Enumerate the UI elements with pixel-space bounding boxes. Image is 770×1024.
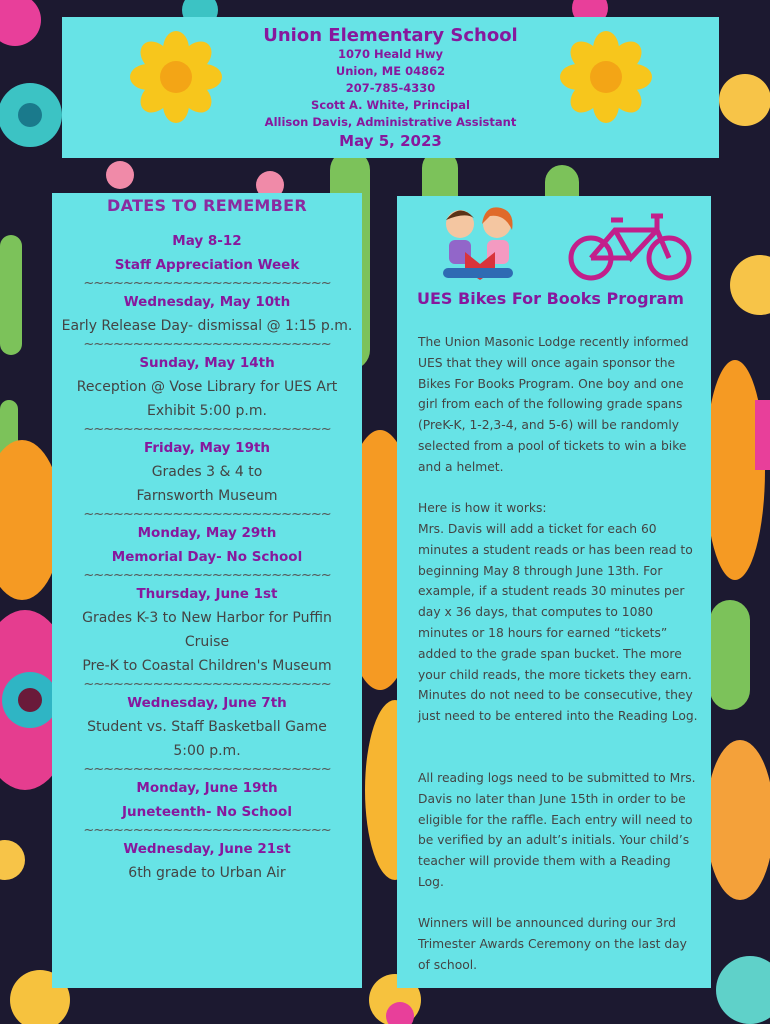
event-item: [52, 691, 362, 763]
program-paragraph-2-heading: Here is how it works:: [418, 501, 547, 515]
dates-panel: [52, 193, 362, 988]
program-paragraph-4: Winners will be announced during our 3rd Trimester Awards Ceremony on the last day of school.: [418, 916, 687, 972]
event-item: [52, 436, 362, 508]
event-description: Exhibit 5:00 p.m.: [147, 403, 267, 419]
event-description: Pre-K to Coastal Children's Museum: [82, 658, 332, 674]
principal-name: Scott A. White, Principal: [311, 98, 470, 112]
event-description: Grades 3 & 4 to: [151, 464, 263, 480]
program-paragraph-3: All reading logs need to be submitted to Mrs. Davis no later than June 15th in order to be eligible for the raffle. Each entry will need to be verified by an adult’s initials. Your child’s teacher will provide them with a Reading Log.: [418, 771, 696, 889]
program-paragraph-1: The Union Masonic Lodge recently informed UES that they will once again sponsor the Bikes For Books Program. One boy and one girl from each of the following grade spans (PreK-K, 1-2,3-4, and 5-6) will be randomly selected from a pool of tickets to win a bike and a helmet.: [418, 335, 689, 474]
event-description: Early Release Day- dismissal @ 1:15 p.m.: [61, 318, 353, 334]
event-date: Monday, June 19th: [136, 780, 278, 796]
program-title: UES Bikes For Books Program: [417, 289, 684, 308]
event-description: 6th grade to Urban Air: [128, 865, 286, 881]
event-separator: ~~~~~~~~~~~~~~~~~~~~~~~~~: [83, 762, 331, 777]
event-date: Wednesday, June 7th: [127, 695, 287, 711]
school-city: Union, ME 04862: [335, 64, 446, 78]
bicycle-icon: [567, 208, 693, 284]
event-description: Reception @ Vose Library for UES Art: [76, 379, 338, 395]
event-separator: ~~~~~~~~~~~~~~~~~~~~~~~~~: [83, 422, 331, 437]
flower-icon: [130, 31, 222, 123]
event-item: [52, 229, 362, 277]
event-description: Grades K-3 to New Harbor for Puffin: [82, 610, 332, 626]
event-separator: ~~~~~~~~~~~~~~~~~~~~~~~~~: [83, 507, 331, 522]
events-list: [52, 229, 362, 885]
program-paragraph-2: Mrs. Davis will add a ticket for each 60 minutes a student reads or has been read to beginning May 8 through June 13th. For example, if a student reads 30 minutes per day x 36 days, that computes to 1080 minutes or 18 hours for earned “tickets” added to the grade span bucket. The more your child reads, the more tickets they earn. Minutes do not need to be consecutive, they just need to be entered into the Reading Log.: [418, 522, 698, 724]
event-item: [52, 837, 362, 885]
assistant-name: Allison Davis, Administrative Assistant: [264, 115, 517, 129]
event-date: Friday, May 19th: [143, 440, 271, 456]
event-item: [52, 351, 362, 423]
event-description: Student vs. Staff Basketball Game: [87, 719, 327, 735]
event-date: Thursday, June 1st: [136, 586, 278, 602]
children-reading-illustration: [435, 202, 535, 284]
event-date: Wednesday, June 21st: [123, 841, 291, 857]
event-date: Sunday, May 14th: [139, 355, 275, 371]
event-item: [52, 290, 362, 338]
event-separator: ~~~~~~~~~~~~~~~~~~~~~~~~~: [83, 677, 331, 692]
event-description: 5:00 p.m.: [173, 743, 241, 759]
event-description: Staff Appreciation Week: [114, 257, 300, 273]
school-phone: 207-785-4330: [345, 81, 436, 95]
event-date: Monday, May 29th: [137, 525, 277, 541]
event-description: Memorial Day- No School: [111, 549, 303, 565]
event-separator: ~~~~~~~~~~~~~~~~~~~~~~~~~: [83, 337, 331, 352]
event-separator: ~~~~~~~~~~~~~~~~~~~~~~~~~: [83, 823, 331, 838]
event-item: [52, 582, 362, 678]
event-separator: ~~~~~~~~~~~~~~~~~~~~~~~~~: [83, 568, 331, 583]
program-panel: [397, 196, 711, 988]
event-description: Juneteenth- No School: [122, 804, 292, 820]
dates-title: DATES TO REMEMBER: [106, 196, 307, 215]
flower-icon: [560, 31, 652, 123]
school-name: Union Elementary School: [263, 25, 518, 46]
school-address: 1070 Heald Hwy: [337, 47, 444, 61]
event-separator: ~~~~~~~~~~~~~~~~~~~~~~~~~: [83, 276, 331, 291]
event-item: [52, 521, 362, 569]
newsletter-date: May 5, 2023: [339, 132, 442, 150]
event-date: May 8-12: [172, 233, 242, 249]
event-item: [52, 776, 362, 824]
event-date: Wednesday, May 10th: [123, 294, 291, 310]
event-description: Cruise: [184, 634, 230, 650]
event-description: Farnsworth Museum: [136, 488, 278, 504]
